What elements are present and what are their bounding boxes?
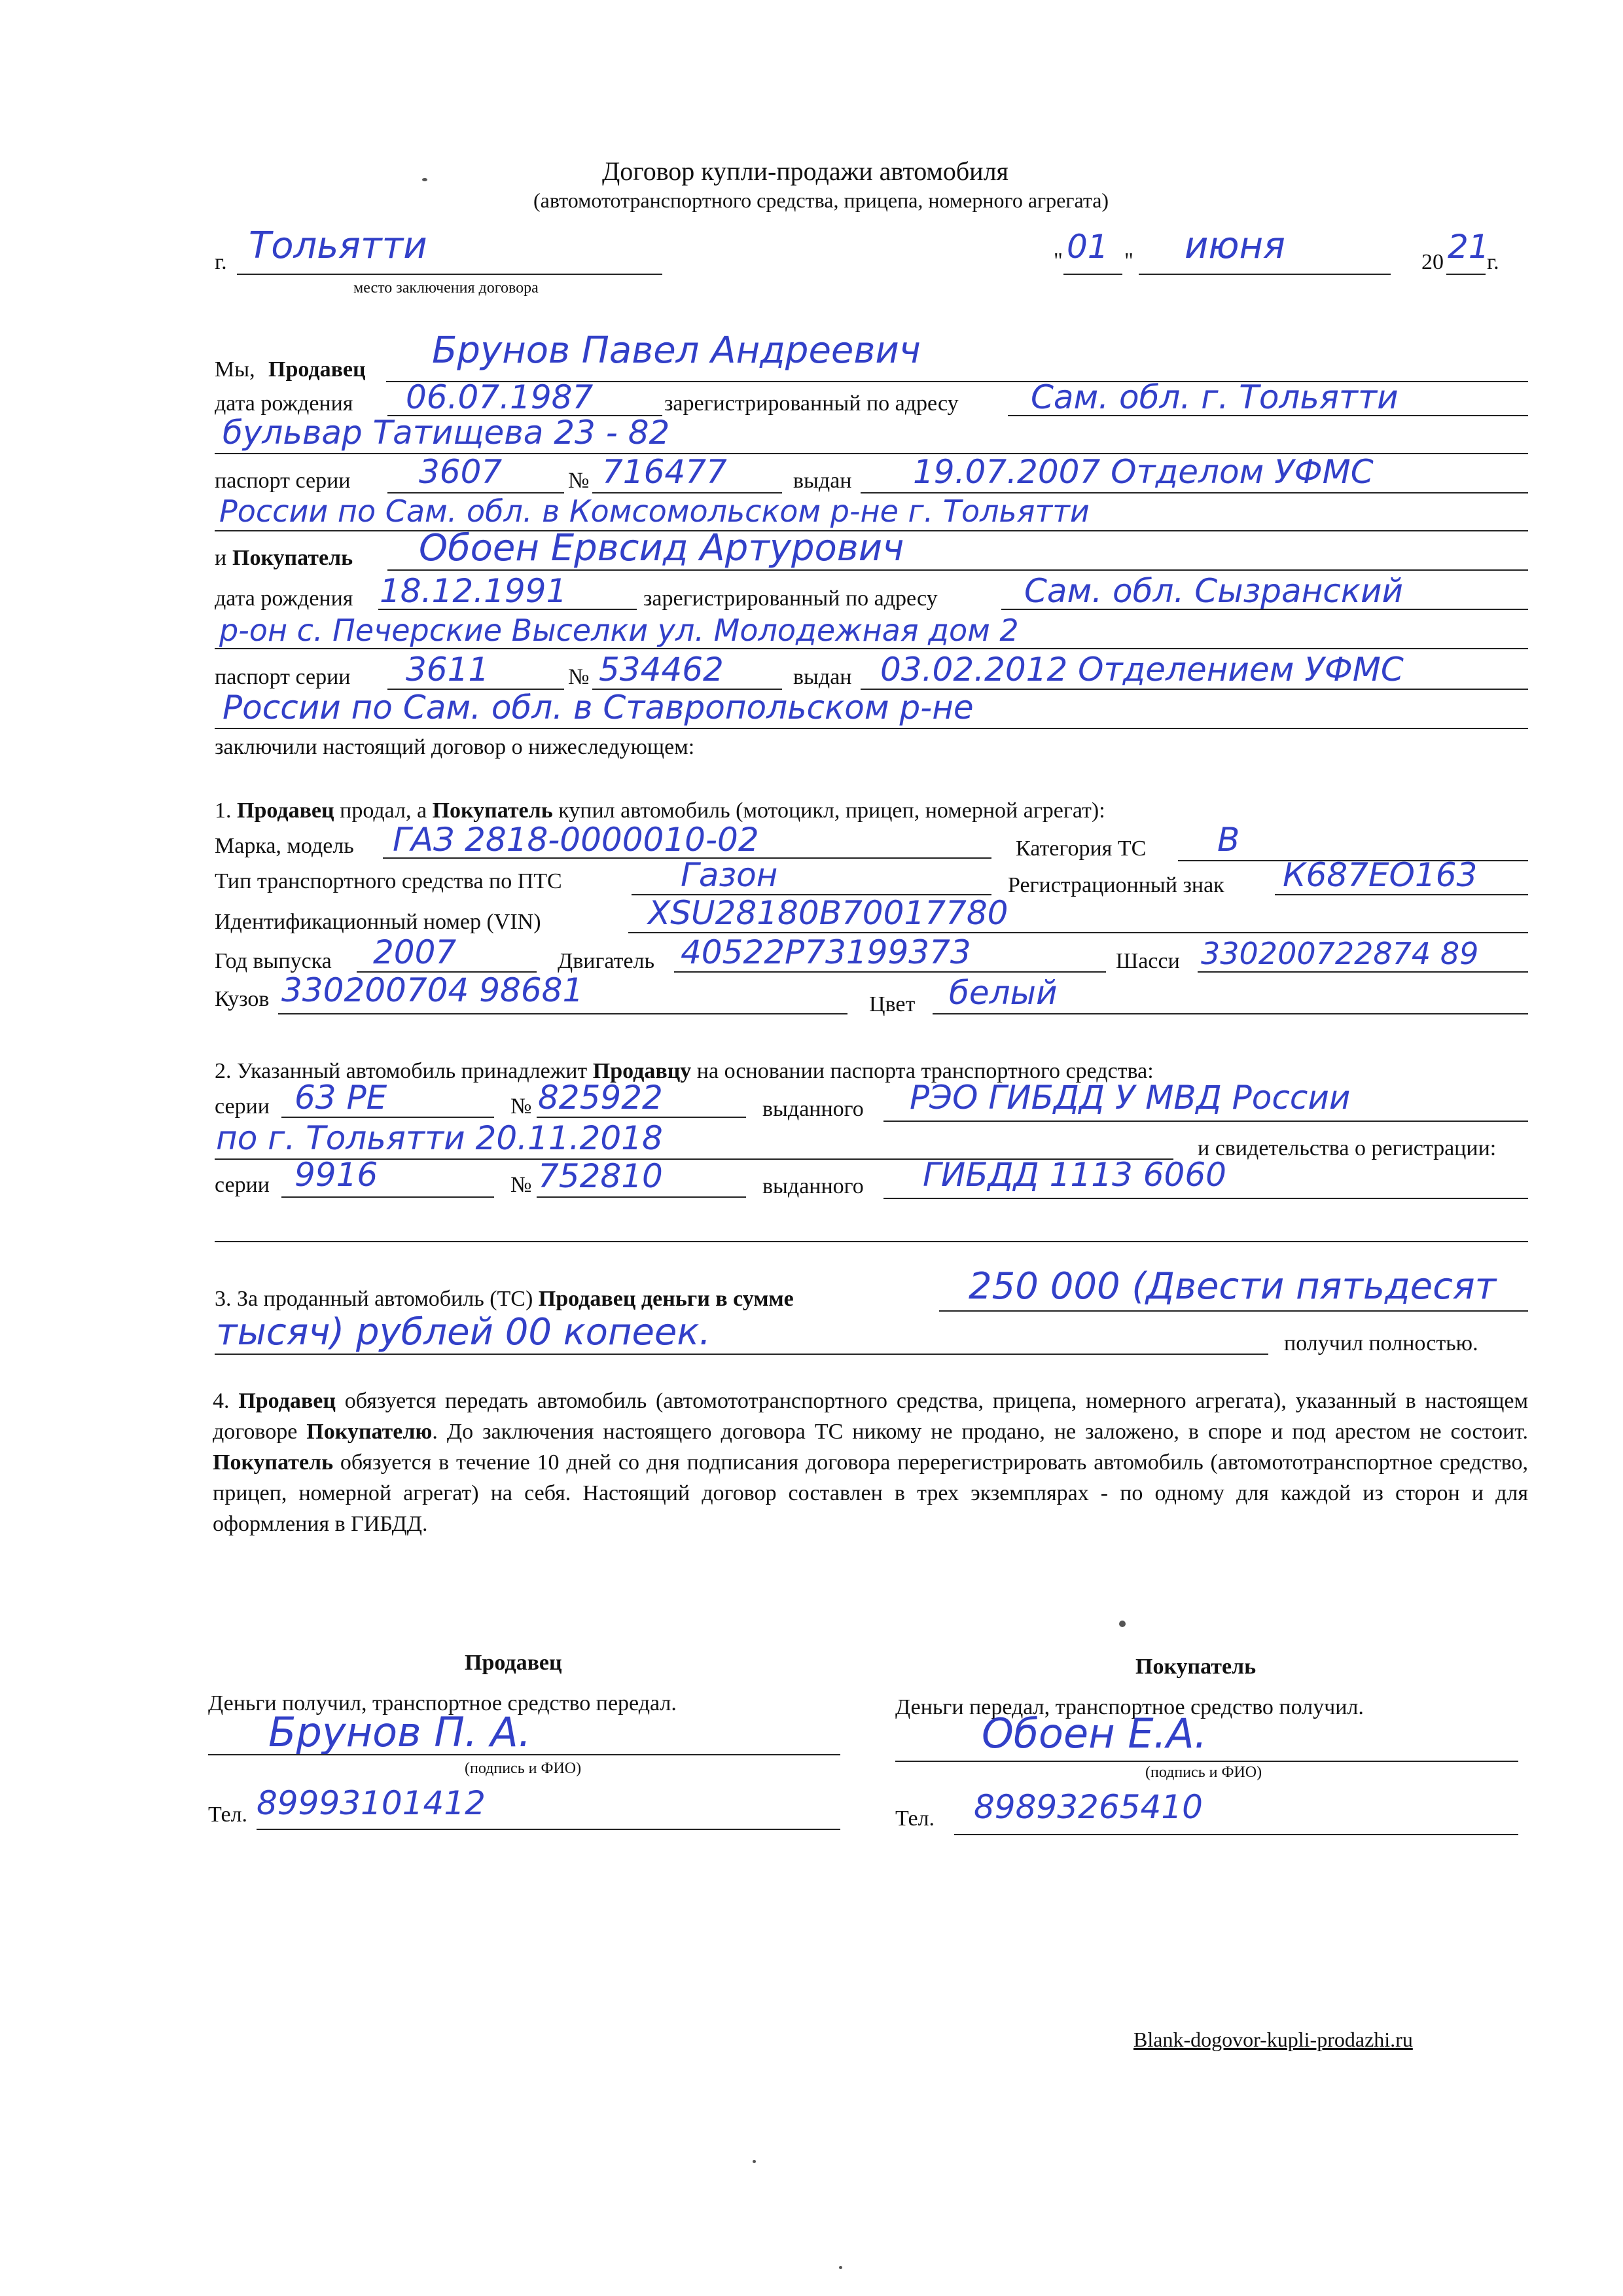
section2-text-2: на основании паспорта транспортного средства: <box>696 1059 1154 1083</box>
buyer-sign-title: Покупатель <box>1135 1655 1257 1679</box>
buyer-label-prefix: и <box>215 546 227 570</box>
buyer-issued-1: 03.02.2012 Отделением УФМС <box>880 651 1404 689</box>
section2-seller: Продавцу <box>592 1059 692 1083</box>
body-value: 330200704 98681 <box>281 971 584 1009</box>
place-value: Тольятти <box>249 224 427 267</box>
date-year-prefix: 20 <box>1421 250 1444 274</box>
chassis-value: 330200722874 89 <box>1201 936 1479 971</box>
cert-series: 9916 <box>294 1156 378 1194</box>
amount-line-2 <box>215 1354 1268 1355</box>
seller-addr-label: зарегистрированный по адресу <box>664 391 959 416</box>
seller-label: Продавец <box>268 357 366 382</box>
brand-label: Марка, модель <box>215 834 354 858</box>
vehicle-type-value: Газон <box>681 856 778 894</box>
seller-sign-hint: (подпись и ФИО) <box>465 1760 582 1777</box>
place-prefix: г. <box>215 250 227 274</box>
pts-issued-2: по г. Тольятти 20.11.2018 <box>216 1119 663 1157</box>
document-title: Договор купли-продажи автомобиля <box>602 156 1008 186</box>
engine-label: Двигатель <box>558 949 655 973</box>
buyer-issued-label: выдан <box>793 665 852 689</box>
buyer-passport-number: 534462 <box>599 651 724 689</box>
place-line <box>237 274 662 275</box>
section4-text-2: . До заключения настоящего договора ТС никому не продано, не заложено, в споре и под арестом не состоит. <box>432 1419 1528 1444</box>
buyer-sign-text: Деньги передал, транспортное средство получил. <box>895 1695 1364 1719</box>
date-year-line <box>1446 274 1486 275</box>
seller-sign-title: Продавец <box>465 1651 562 1675</box>
seller-label-prefix: Мы, <box>215 357 255 382</box>
engine-line <box>674 971 1106 973</box>
date-month-line <box>1139 274 1391 275</box>
year-label: Год выпуска <box>215 949 332 973</box>
buyer-tel-label: Тел. <box>895 1806 935 1831</box>
section1-num: 1. <box>215 798 232 823</box>
section2-text-1: 2. Указанный автомобиль принадлежит <box>215 1059 588 1083</box>
chassis-label: Шасси <box>1116 949 1180 973</box>
amount-1: 250 000 (Двести пятьдесят <box>969 1265 1497 1308</box>
section4-buyer: Покупателю <box>306 1419 433 1444</box>
date-month: июня <box>1185 224 1285 267</box>
seller-dob-label: дата рождения <box>215 391 353 416</box>
reg-value: К687ЕО163 <box>1283 856 1478 894</box>
buyer-dob: 18.12.1991 <box>380 572 567 610</box>
pts-issued-label: выданного <box>762 1097 864 1121</box>
seller-addr-1: Сам. обл. г. Тольятти <box>1031 378 1399 416</box>
pts-issued-line-1 <box>883 1121 1528 1122</box>
date-day: 01 <box>1067 228 1109 266</box>
buyer-sign-line <box>895 1761 1518 1762</box>
date-year-unit: г. <box>1487 250 1499 274</box>
buyer-passport-series: 3611 <box>406 651 490 689</box>
seller-tel-line <box>257 1829 840 1830</box>
buyer-no-label: № <box>568 665 590 689</box>
date-quote-open: " <box>1054 249 1063 273</box>
footer-link[interactable]: Blank-dogovor-kupli-prodazhi.ru <box>1133 2028 1413 2051</box>
reg-label: Регистрационный знак <box>1008 873 1224 897</box>
section1-buyer: Покупатель <box>432 798 553 823</box>
pts-series: 63 РЕ <box>294 1079 387 1117</box>
buyer-addr-line-2 <box>215 648 1528 649</box>
vin-label: Идентификационный номер (VIN) <box>215 910 541 934</box>
buyer-dob-label: дата рождения <box>215 586 353 611</box>
seller-issued-1: 19.07.2007 Отделом УФМС <box>913 453 1374 491</box>
brand-value: ГАЗ 2818-0000010-02 <box>393 821 759 859</box>
buyer-passport-label: паспорт серии <box>215 665 351 689</box>
seller-no-label: № <box>568 469 590 493</box>
seller-passport-number: 716477 <box>602 453 727 491</box>
date-quote-close: " <box>1124 249 1133 273</box>
buyer-dob-line <box>378 609 637 610</box>
amount-2: тысяч) рублей 00 копеек. <box>216 1311 711 1354</box>
cert-number-line <box>537 1196 746 1198</box>
place-hint: место заключения договора <box>353 279 539 296</box>
body-line <box>278 1013 847 1014</box>
buyer-addr-line-1 <box>1001 609 1528 610</box>
pts-series-line <box>281 1117 494 1118</box>
vin-value: XSU28180B70017780 <box>648 894 1008 932</box>
cert-number: 752810 <box>538 1157 663 1195</box>
buyer-issued-line-2 <box>215 728 1528 729</box>
buyer-signature: Обоен Е.А. <box>982 1710 1207 1757</box>
agreement-intro: заключили настоящий договор о нижеследующем: <box>215 735 695 759</box>
seller-passport-series: 3607 <box>419 453 503 491</box>
color-value: белый <box>949 974 1058 1012</box>
section4-text-3: обязуется в течение 10 дней со дня подписания договора перерегистрировать автомобиль (автомототранспортное средство, прицеп, номерной агрегат) на себя. Настоящий договор составлен в трех экземплярах - по одному для каждой из сторон и для оформления в ГИБДД. <box>213 1450 1529 1536</box>
cert-series-label: серии <box>215 1173 270 1197</box>
scan-speck <box>839 2266 842 2269</box>
seller-sign-text: Деньги получил, транспортное средство передал. <box>208 1691 677 1715</box>
pts-series-label: серии <box>215 1094 270 1119</box>
section4-buyer-2: Покупатель <box>213 1450 334 1475</box>
color-label: Цвет <box>869 992 916 1016</box>
amount-line-1 <box>939 1310 1528 1312</box>
section3-text-1: 3. За проданный автомобиль (ТС) <box>215 1287 533 1311</box>
year-value: 2007 <box>373 933 457 971</box>
cert-issued: ГИБДД 1113 6060 <box>923 1156 1226 1194</box>
buyer-issued-2: России по Сам. обл. в Ставропольском р-не <box>223 689 974 726</box>
date-day-line <box>1063 274 1122 275</box>
buyer-label: Покупатель <box>232 546 353 570</box>
section4-num: 4. <box>213 1389 230 1413</box>
scan-speck <box>753 2160 756 2163</box>
seller-addr-line-1 <box>1008 415 1528 416</box>
buyer-addr-label: зарегистрированный по адресу <box>643 586 938 611</box>
seller-tel-label: Тел. <box>208 1803 248 1827</box>
section1-seller: Продавец <box>237 798 334 823</box>
seller-tel: 89993101412 <box>257 1784 486 1822</box>
section3-intro <box>215 1288 794 1310</box>
chassis-line <box>1198 971 1528 973</box>
pts-no-label: № <box>510 1094 532 1119</box>
reg-line <box>1275 894 1528 895</box>
seller-issued-label: выдан <box>793 469 852 493</box>
buyer-tel: 89893265410 <box>974 1788 1203 1826</box>
buyer-addr-2: р-он с. Печерские Выселки ул. Молодежная дом 2 <box>219 613 1019 648</box>
seller-issued-2: России по Сам. обл. в Комсомольском р-не г. Тольятти <box>219 493 1090 529</box>
pts-number-line <box>537 1117 746 1118</box>
body-label: Кузов <box>215 987 270 1011</box>
document-subtitle: (автомототранспортного средства, прицепа, номерного агрегата) <box>533 188 1109 212</box>
cert-issued-line <box>883 1198 1528 1199</box>
vehicle-type-label: Тип транспортного средства по ПТС <box>215 869 562 893</box>
section1-intro <box>215 800 1105 822</box>
section3-received: получил полностью. <box>1284 1331 1478 1355</box>
section4-paragraph <box>213 1386 1528 1540</box>
cert-issued-label: выданного <box>762 1174 864 1198</box>
cert-series-line <box>281 1196 494 1198</box>
category-value: В <box>1217 821 1240 859</box>
scan-speck <box>1119 1621 1126 1627</box>
seller-name: Брунов Павел Андреевич <box>432 329 921 372</box>
section3-money: Продавец деньги в сумме <box>538 1287 794 1311</box>
category-label: Категория ТС <box>1016 836 1147 861</box>
buyer-name-line <box>387 569 1528 571</box>
cert-label: и свидетельства о регистрации: <box>1198 1136 1497 1160</box>
section1-sold: продал, а <box>340 798 427 823</box>
engine-value: 40522P73199373 <box>681 933 971 971</box>
buyer-sign-hint: (подпись и ФИО) <box>1145 1764 1262 1781</box>
pts-issued-1: РЭО ГИБДД У МВД России <box>910 1079 1351 1117</box>
seller-addr-2: бульвар Татищева 23 - 82 <box>223 414 670 452</box>
seller-passport-label: паспорт серии <box>215 469 351 493</box>
pts-number: 825922 <box>538 1079 663 1117</box>
buyer-addr-1: Сам. обл. Сызранский <box>1024 572 1403 610</box>
buyer-tel-line <box>954 1834 1518 1835</box>
section4-text-1: обязуется передать автомобиль (автомототранспортного средства, прицепа, номерного агрегата), указанный в настоящем договоре <box>213 1389 1529 1444</box>
section1-bought: купил автомобиль (мотоцикл, прицеп, номерной агрегат): <box>558 798 1105 823</box>
scan-speck <box>422 178 427 181</box>
seller-signature: Брунов П. А. <box>268 1708 531 1756</box>
seller-dob: 06.07.1987 <box>406 378 594 416</box>
buyer-name: Обоен Ервсид Артурович <box>419 527 904 569</box>
date-year-suffix: 21 <box>1448 228 1489 266</box>
cert-no-label: № <box>510 1173 532 1197</box>
color-line <box>933 1013 1528 1014</box>
section4-seller: Продавец <box>238 1389 336 1413</box>
seller-sign-line <box>208 1754 840 1755</box>
cert-extra-line <box>215 1241 1528 1242</box>
